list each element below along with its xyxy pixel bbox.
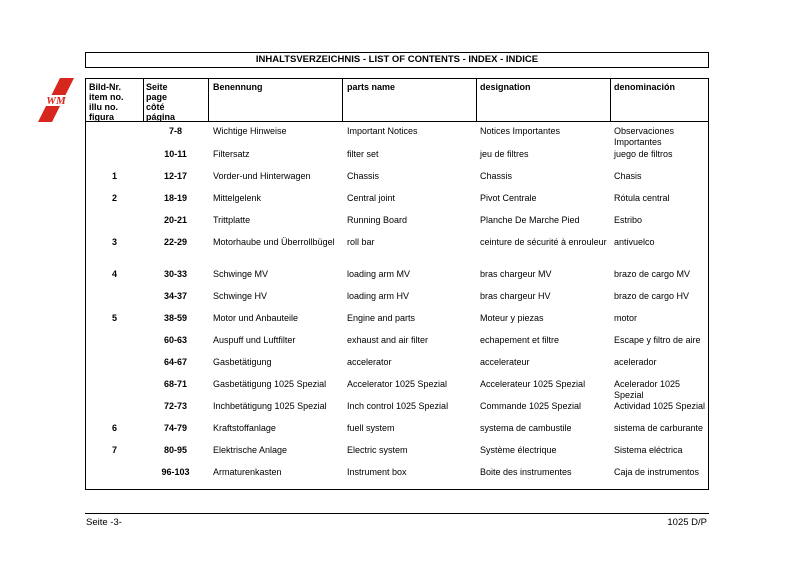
table-row [86,237,708,257]
row-designation: Système électrique [480,445,557,455]
table-row [86,335,708,355]
row-benennung: Filtersatz [213,149,250,159]
row-parts-name: Electric system [347,445,408,455]
row-benennung: Schwinge MV [213,269,269,279]
row-parts-name: Central joint [347,193,396,203]
row-denominacion: juego de filtros [614,149,673,159]
row-designation: Planche De Marche Pied [480,215,580,225]
table-row [86,423,708,443]
row-designation: Notices Importantes [480,126,561,136]
row-denominacion: brazo de cargo HV [614,291,690,301]
row-parts-name: Chassis [347,171,380,181]
row-denominacion: Escape y filtro de aire [614,335,701,345]
row-seite: 60-63 [163,335,188,345]
row-designation: bras chargeur HV [480,291,551,301]
contents-table [85,78,709,490]
row-designation: echapement et filtre [480,335,560,345]
footer-page-number: Seite -3- [86,517,122,528]
row-bild-nr: 7 [111,445,117,455]
row-designation: Boite des instrumentes [480,467,572,477]
header-parts-name: parts name [347,82,396,92]
row-parts-name: Inch control 1025 Spezial [347,401,449,411]
row-benennung: Vorder-und Hinterwagen [213,171,311,181]
row-designation: systema de cambustile [480,423,572,433]
table-row [86,401,708,421]
row-designation: Chassis [480,171,513,181]
table-row [86,215,708,235]
header-seite: Seite page côté página [146,82,176,122]
row-benennung: Trittplatte [213,215,251,225]
row-designation: jeu de filtres [480,149,529,159]
footer-model: 1025 D/P [667,517,707,528]
row-seite: 18-19 [163,193,188,203]
header-denominacion: denominación [614,82,676,92]
row-denominacion: Chasis [614,171,642,181]
row-benennung: Wichtige Hinweise [213,126,287,136]
row-seite: 72-73 [163,401,188,411]
row-benennung: Elektrische Anlage [213,445,288,455]
row-denominacion: sistema de carburante [614,423,704,433]
row-benennung: Kraftstoffanlage [213,423,276,433]
row-seite: 96-103 [161,467,190,477]
row-seite: 10-11 [164,149,187,159]
footer-divider [85,513,709,514]
row-denominacion: Observaciones Importantes [614,126,675,147]
row-seite: 38-59 [163,313,188,323]
row-bild-nr: 2 [111,193,117,203]
row-seite: 80-95 [163,445,188,455]
row-parts-name: Instrument box [347,467,407,477]
svg-text:WM: WM [46,95,66,107]
row-designation: Accelerateur 1025 Spezial [480,379,586,389]
row-parts-name: loading arm MV [347,269,411,279]
table-row [86,357,708,377]
row-bild-nr: 3 [111,237,117,247]
row-seite: 12-17 [163,171,188,181]
row-parts-name: filter set [347,149,379,159]
table-row [86,171,708,191]
table-row [86,467,708,487]
row-designation: Commande 1025 Spezial [480,401,582,411]
row-seite: 22-29 [163,237,188,247]
row-seite: 20-21 [163,215,188,225]
row-parts-name: Running Board [347,215,408,225]
row-bild-nr: 5 [111,313,117,323]
row-denominacion: acelerador [614,357,657,367]
row-seite: 30-33 [163,269,188,279]
row-denominacion: antivuelco [614,237,655,247]
header-benennung: Benennung [213,82,263,92]
row-bild-nr: 1 [111,171,117,181]
table-row [86,313,708,333]
row-benennung: Motor und Anbauteile [213,313,299,323]
row-parts-name: loading arm HV [347,291,410,301]
row-denominacion: Acelerador 1025 Spezial [614,379,681,400]
table-row [86,445,708,465]
row-parts-name: Engine and parts [347,313,416,323]
row-benennung: Auspuff und Luftfilter [213,335,296,345]
wm-logo [38,78,74,122]
row-benennung: Mittelgelenk [213,193,262,203]
header-designation: designation [480,82,531,92]
row-designation: bras chargeur MV [480,269,552,279]
row-denominacion: brazo de cargo MV [614,269,691,279]
row-parts-name: exhaust and air filter [347,335,429,345]
table-row [86,291,708,311]
row-designation: ceinture de sécurité à enrouleur [480,237,607,247]
row-benennung: Gasbetätigung 1025 Spezial [213,379,327,389]
row-parts-name: Accelerator 1025 Spezial [347,379,448,389]
row-benennung: Motorhaube und Überrollbügel [213,237,335,247]
row-benennung: Schwinge HV [213,291,268,301]
row-seite: 68-71 [163,379,188,389]
row-benennung: Gasbetätigung [213,357,272,367]
row-denominacion: motor [614,313,638,323]
table-row [86,269,708,289]
header-bild-nr: Bild-Nr. item no. illu no. figura [89,82,124,122]
row-parts-name: Important Notices [347,126,418,136]
row-denominacion: Rótula central [614,193,670,203]
row-bild-nr: 4 [111,269,117,279]
row-seite: 7-8 [168,126,182,136]
row-seite: 74-79 [163,423,188,433]
row-parts-name: fuell system [347,423,395,433]
document-title: INHALTSVERZEICHNIS - LIST OF CONTENTS - INDEX - INDICE [85,52,709,68]
row-designation: Moteur y piezas [480,313,544,323]
row-seite: 64-67 [163,357,188,367]
table-row [86,126,708,146]
row-parts-name: accelerator [347,357,392,367]
row-denominacion: Actividad 1025 Spezial [614,401,706,411]
row-seite: 34-37 [163,291,188,301]
row-bild-nr: 6 [111,423,117,433]
row-benennung: Armaturenkasten [213,467,282,477]
row-denominacion: Estribo [614,215,643,225]
row-designation: accelerateur [480,357,530,367]
table-row [86,193,708,213]
table-row [86,379,708,399]
row-benennung: Inchbetätigung 1025 Spezial [213,401,327,411]
row-designation: Pivot Centrale [480,193,537,203]
table-row [86,149,708,169]
row-denominacion: Caja de instrumentos [614,467,700,477]
row-parts-name: roll bar [347,237,375,247]
row-denominacion: Sistema eléctrica [614,445,683,455]
